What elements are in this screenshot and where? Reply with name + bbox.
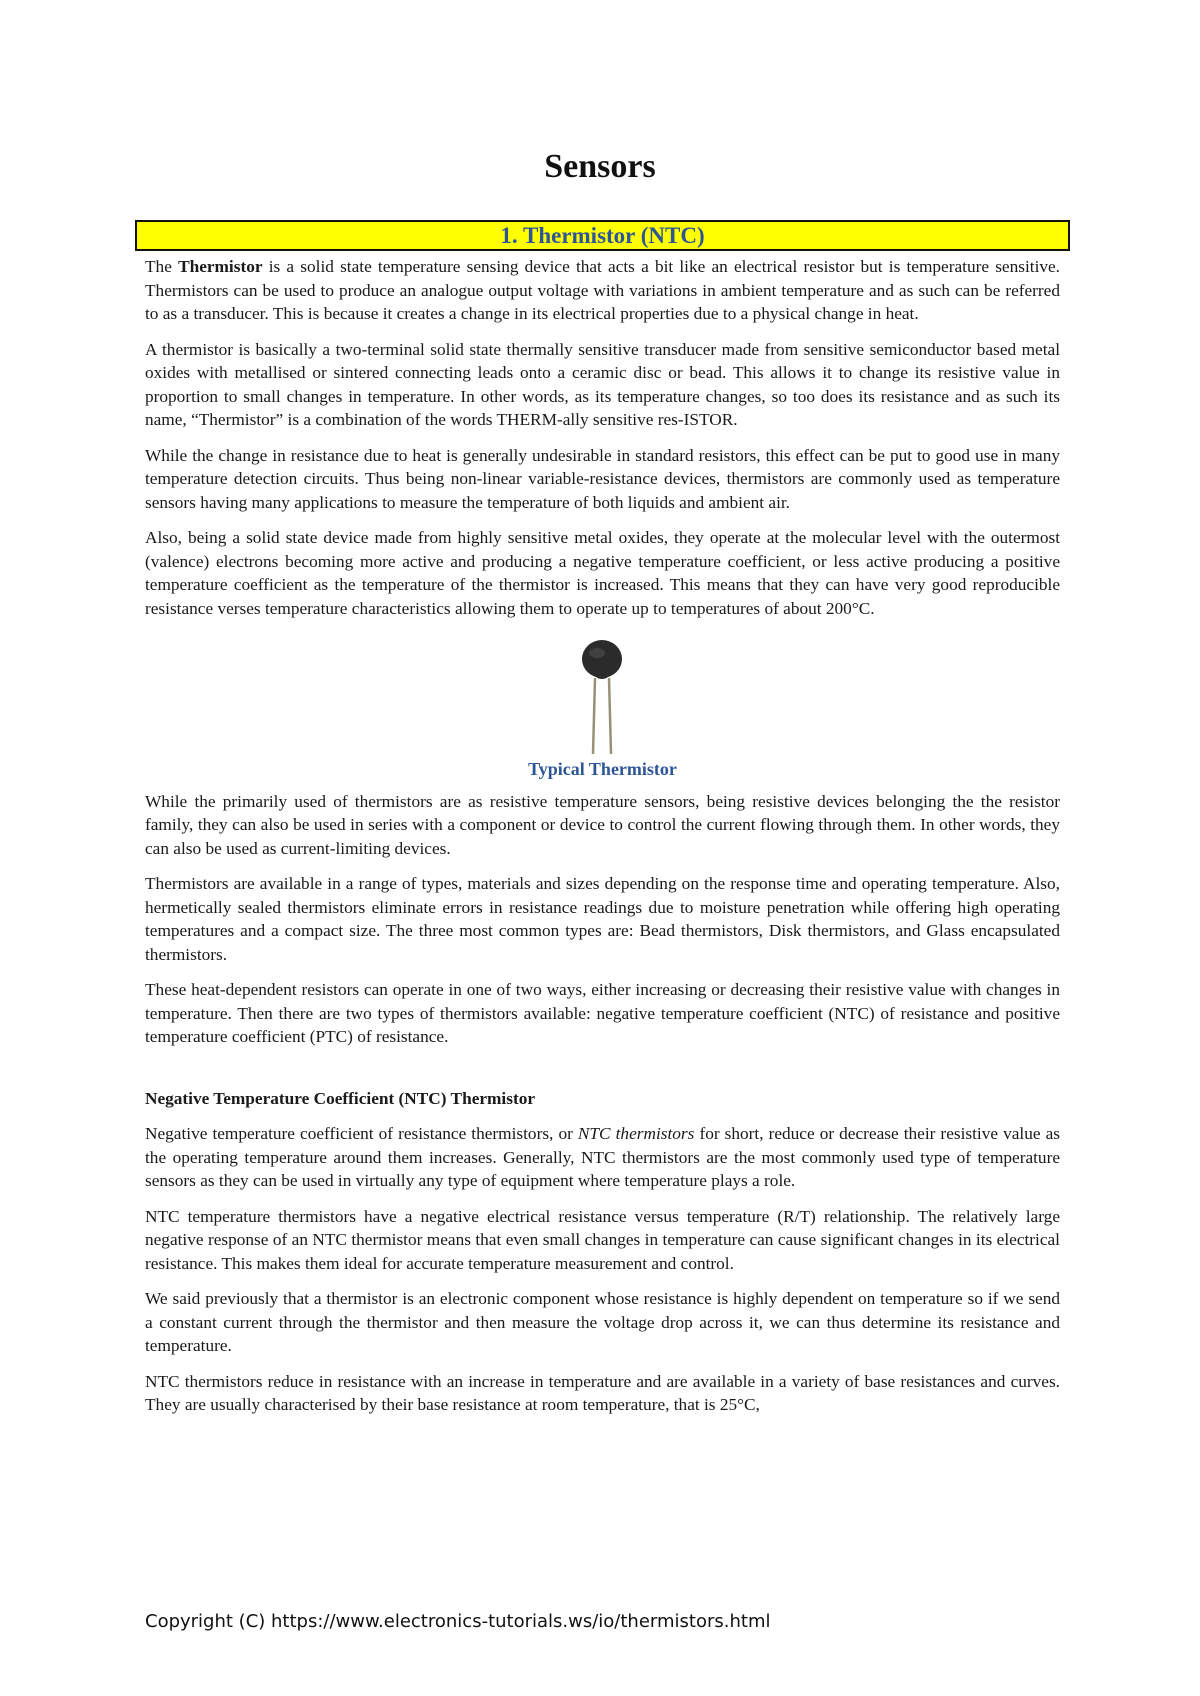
paragraph-ntc-ptc: These heat-dependent resistors can operate in one of two ways, either increasing or decreasing their resistive value with changes in temperature. Then there are two types of thermistors available: negative temperature coefficient (NTC) of resistance and positive temperature coefficient (PTC) of resistance.: [145, 980, 1060, 1046]
paragraph-ntc-lead: Negative temperature coefficient of resistance thermistors, or: [145, 1124, 578, 1143]
paragraph-applications: While the change in resistance due to heat is generally undesirable in standard resistors, this effect can be put to good use in many temperature detection circuits. Thus being non-linear variable-resistance devices, thermistors are commonly used as temperature sensors having many applications to measure the temperature of both liquids and ambient air.: [145, 445, 1060, 512]
paragraph-rt-relationship: NTC temperature thermistors have a negative electrical resistance versus temperature (R/T) relationship. The relatively large negative response of an NTC thermistor means that even small changes in temperature can cause significant changes in its electrical resistance. This makes them ideal for accurate temperature measurement and control.: [145, 1206, 1060, 1273]
thermistor-figure: [145, 630, 1060, 760]
page-title: Sensors: [544, 148, 656, 185]
section-heading: 1. Thermistor (NTC): [135, 220, 1070, 251]
paragraph-intro-text: is a solid state temperature sensing device that acts a bit like an electrical resistor but is temperature sensitive. Thermistors can be used to produce an analogue output voltage with variations in ambient temperature and as such can be referred to as a transducer. This is because it creates a change in its electrical properties due to a physical change in heat.: [145, 257, 1061, 323]
thermistor-image: [567, 634, 637, 758]
subheading-ntc: Negative Temperature Coefficient (NTC) Thermistor: [145, 1088, 536, 1108]
paragraph-ntc-text: for short, reduce or decrease their resistive value as the operating temperature around them increases. Generally, NTC thermistors are the most commonly used type of temperature sensors as they can be used in virtually any type of equipment where temperature plays a role.: [145, 1124, 1060, 1190]
body-content: [145, 255, 1060, 1429]
paragraph-intro-lead: The: [145, 257, 179, 276]
term-thermistor: Thermistor: [178, 257, 263, 276]
paragraph-ntc-intro: [145, 1122, 1060, 1193]
copyright-footer: Copyright (C) https://www.electronics-tutorials.ws/io/thermistors.html: [145, 1611, 771, 1632]
paragraph-molecular: Also, being a solid state device made from highly sensitive metal oxides, they operate at the molecular level with the outermost (valence) electrons becoming more active and producing a negative temperature coefficient, or less active producing a positive temperature coefficient as the temperature of the thermistor is increased. This means that they can have very good reproducible resistance verses temperature characteristics allowing them to operate up to temperatures of about 200°C.: [145, 528, 1060, 618]
paragraph-types: Thermistors are available in a range of types, materials and sizes depending on the response time and operating temperature. Also, hermetically sealed thermistors eliminate errors in resistance readings due to moisture penetration while offering high operating temperatures and a compact size. The three most common types are: Bead thermistors, Disk thermistors, and Glass encapsulated thermistors.: [145, 874, 1060, 964]
term-ntc-thermistors: NTC thermistors: [577, 1124, 695, 1143]
paragraph-intro: [145, 255, 1060, 326]
figure-caption: Typical Thermistor: [528, 759, 677, 779]
paragraph-current-limiting: While the primarily used of thermistors are as resistive temperature sensors, being resistive devices belonging the the resistor family, they can also be used in series with a component or device to control the current flowing through them. In other words, they can also be used as current-limiting devices.: [145, 791, 1060, 858]
paragraph-base-resistance: NTC thermistors reduce in resistance with an increase in temperature and are available in a variety of base resistances and curves. They are usually characterised by their base resistance at room temperature, that is 25°C,: [145, 1371, 1060, 1414]
paragraph-constant-current: We said previously that a thermistor is an electronic component whose resistance is highly dependent on temperature so if we send a constant current through the thermistor and then measure the voltage drop across it, we can thus determine its resistance and temperature.: [145, 1289, 1060, 1355]
paragraph-definition: A thermistor is basically a two-terminal solid state thermally sensitive transducer made from sensitive semiconductor based metal oxides with metallised or sintered connecting leads onto a ceramic disc or bead. This allows it to change its resistive value in proportion to small changes in temperature. In other words, as its temperature changes, so too does its resistance and as such its name, “Thermistor” is a combination of the words THERM-ally sensitive res-ISTOR.: [145, 339, 1060, 429]
